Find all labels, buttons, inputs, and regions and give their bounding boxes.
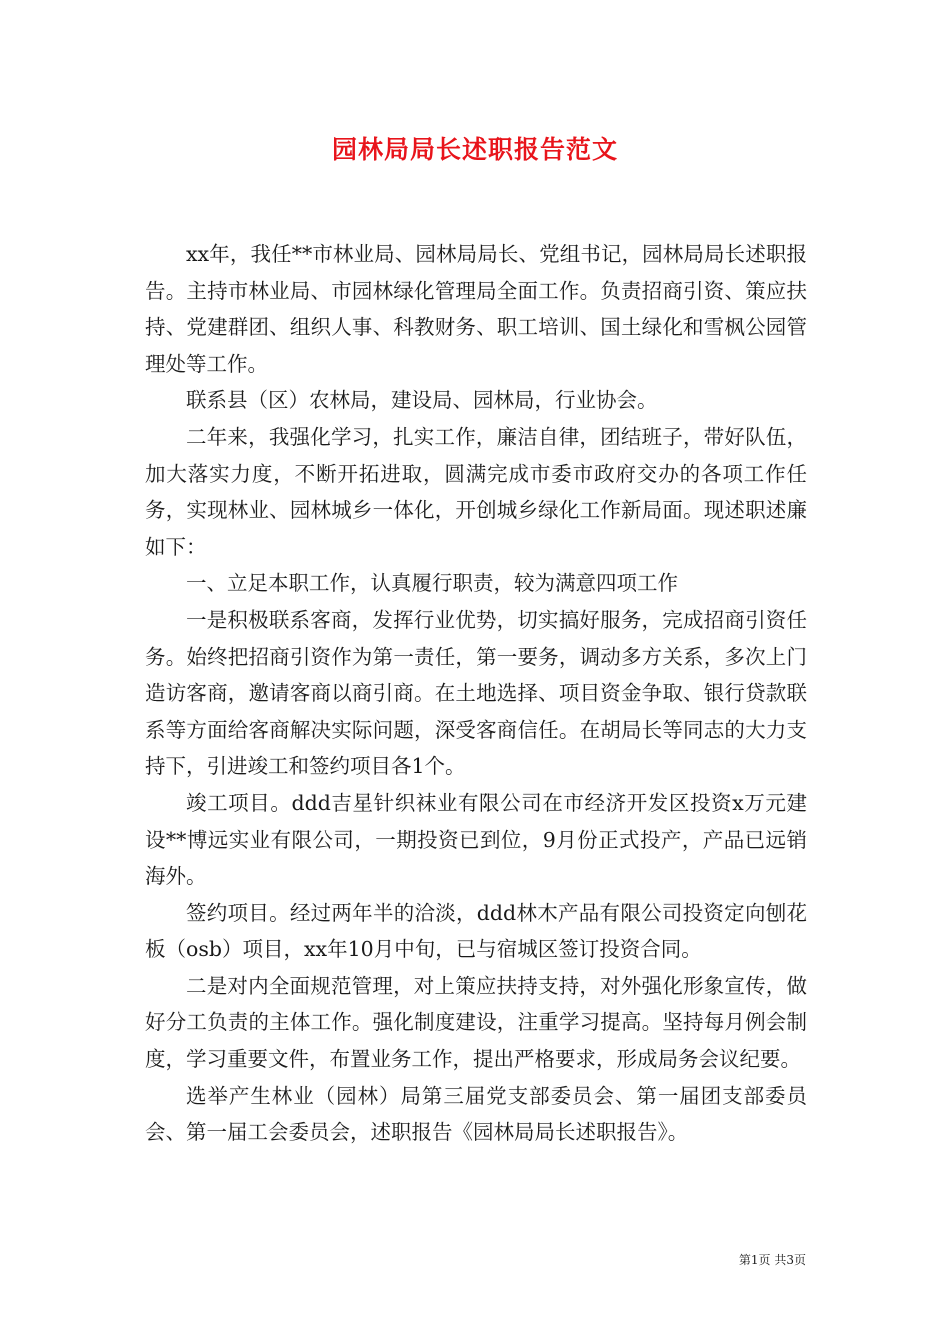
section-heading: 一、立足本职工作，认真履行职责，较为满意四项工作 bbox=[186, 571, 678, 596]
paragraph-intro: xx年，我任**市林业局、园林局局长、党组书记，园林局局长述职报告。主持市林业局、市园林绿化管理局全面工作。负责招商引资、策应扶持、党建群团、组织人事、科教财务、职工培训、国土绿化和雪枫公园管理处等工作。 bbox=[145, 242, 807, 376]
paragraph-management: 二是对内全面规范管理，对上策应扶持支持，对外强化形象宣传，做好分工负责的主体工作。强化制度建设，注重学习提高。坚持每月例会制度，学习重要文件，布置业务工作，提出严格要求，形成局务会议纪要。 bbox=[145, 973, 807, 1072]
document-body bbox=[145, 236, 807, 1151]
paragraph-completed-project: 竣工项目。ddd吉星针织袜业有限公司在市经济开发区投资x万元建设**博远实业有限公司，一期投资已到位，9月份正式投产，产品已远销海外。 bbox=[145, 790, 807, 889]
paragraph-election: 选举产生林业（园林）局第三届党支部委员会、第一届团支部委员会、第一届工会委员会，述职报告《园林局局长述职报告》。 bbox=[145, 1083, 807, 1145]
paragraph-contacts: 联系县（区）农林局，建设局、园林局，行业协会。 bbox=[186, 388, 658, 413]
paragraph-investment: 一是积极联系客商，发挥行业优势，切实搞好服务，完成招商引资任务。始终把招商引资作为第一责任，第一要务，调动多方关系，多次上门造访客商，邀请客商以商引商。在土地选择、项目资金争取、银行贷款联系等方面给客商解决实际问题，深受客商信任。在胡局长等同志的大力支持下，引进竣工和签约项目各1个。 bbox=[145, 607, 807, 779]
document-title: 园林局局长述职报告范文 bbox=[331, 135, 618, 164]
paragraph-signed-project: 签约项目。经过两年半的洽淡，ddd林木产品有限公司投资定向刨花板（osb）项目，xx年10月中旬，已与宿城区签订投资合同。 bbox=[145, 900, 807, 962]
page-number: 第1页 共3页 bbox=[738, 1253, 806, 1267]
paragraph-overview: 二年来，我强化学习，扎实工作，廉洁自律，团结班子，带好队伍，加大落实力度，不断开拓进取，圆满完成市委市政府交办的各项工作任务，实现林业、园林城乡一体化，开创城乡绿化工作新局面。现述职述廉如下： bbox=[145, 424, 807, 559]
